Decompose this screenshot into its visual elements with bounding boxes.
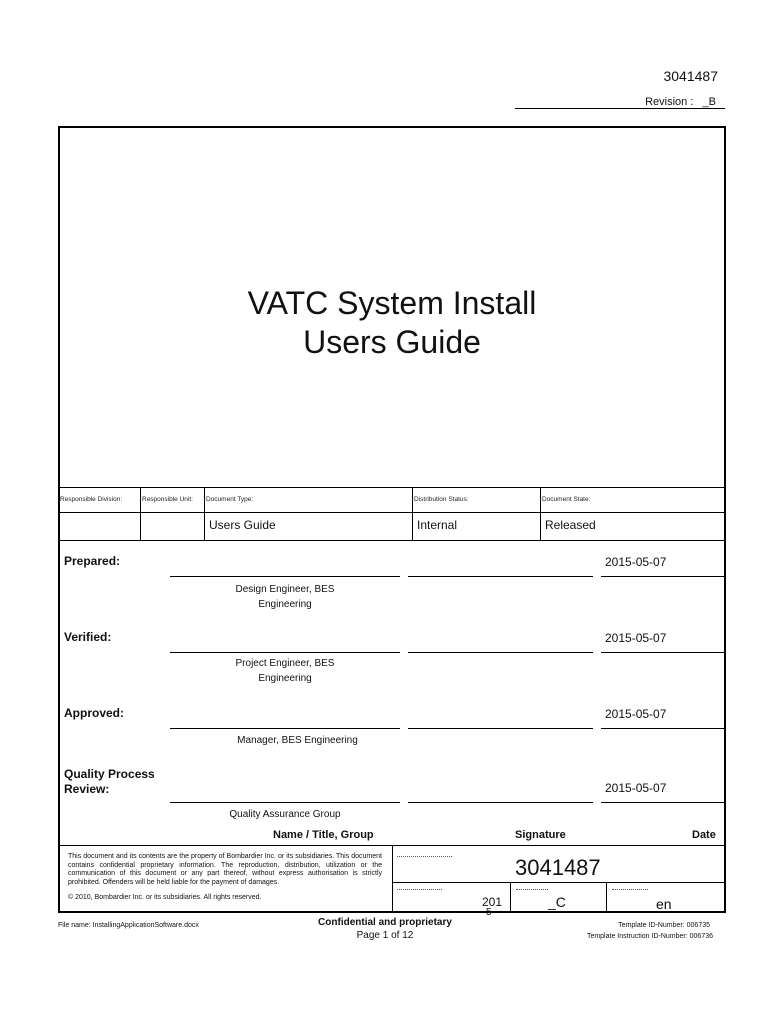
quality-review-label-line2: Review: xyxy=(64,782,110,796)
id-block-divider-2 xyxy=(606,882,607,913)
classification-divider-2 xyxy=(204,487,205,540)
approved-date: 2015-05-07 xyxy=(605,707,667,721)
revision-underline xyxy=(515,108,725,109)
revision-value: _B xyxy=(702,96,716,108)
prepared-name-line xyxy=(170,576,400,577)
prepared-date-line xyxy=(601,576,726,577)
prepared-signature-line xyxy=(408,576,593,577)
language-caption-mark xyxy=(612,889,648,890)
quality-review-signature-line xyxy=(408,802,593,803)
approved-signature-line xyxy=(408,728,593,729)
classification-mid-border xyxy=(58,512,726,513)
verified-role-line2: Engineering xyxy=(258,673,312,684)
document-type-value: Users Guide xyxy=(209,518,276,532)
info-block-divider xyxy=(392,845,393,913)
revision-label: Revision : xyxy=(645,96,694,108)
verified-name-line xyxy=(170,652,400,653)
prepared-label: Prepared: xyxy=(64,554,121,568)
verified-date-line xyxy=(601,652,726,653)
document-number-caption-mark xyxy=(397,856,452,857)
id-block-divider-1 xyxy=(510,882,511,913)
confidential-label: Confidential and proprietary xyxy=(318,917,452,928)
prepared-date: 2015-05-07 xyxy=(605,555,667,569)
verified-role-line1: Project Engineer, BES xyxy=(235,658,335,669)
document-title-line1: VATC System Install xyxy=(247,285,537,321)
confidentiality-notice: This document and its contents are the property of Bombardier Inc. or its subsidiaries. This document contains confidential proprietary information. The reproduction, distribution, utilization or the communication of this document or any part thereof, without express authorisation is strictly prohibited. Offenders will be held liable for the payment of damages. xyxy=(68,853,382,886)
prepared-role-line2: Engineering xyxy=(258,599,312,610)
copyright-notice: © 2010, Bombardier Inc. or its subsidiaries. All rights reserved. xyxy=(68,894,262,901)
approved-name-line xyxy=(170,728,400,729)
classification-top-border xyxy=(58,487,726,488)
quality-review-date-line xyxy=(601,802,726,803)
distribution-status-value: Internal xyxy=(417,518,458,532)
verified-signature-line xyxy=(408,652,593,653)
id-block-mid-border xyxy=(392,882,726,883)
signature-heading: Signature xyxy=(515,829,566,841)
document-state-label: Document State: xyxy=(542,496,591,503)
classification-bottom-border xyxy=(58,540,726,541)
quality-review-date: 2015-05-07 xyxy=(605,781,667,795)
revision-header xyxy=(645,96,716,108)
classification-divider-4 xyxy=(540,487,541,540)
distribution-status-label: Distribution Status: xyxy=(414,496,469,503)
quality-review-name-line xyxy=(170,802,400,803)
effective-date-line1: 201 xyxy=(482,895,503,909)
document-number: 3041487 xyxy=(663,68,718,84)
document-title-line2: Users Guide xyxy=(303,324,481,360)
document-state-value: Released xyxy=(545,518,596,532)
page-number: Page 1 of 12 xyxy=(356,930,414,941)
revision-caption-mark xyxy=(516,889,548,890)
verified-label: Verified: xyxy=(64,630,112,644)
quality-review-role: Quality Assurance Group xyxy=(229,809,341,820)
approved-label: Approved: xyxy=(64,706,124,720)
date-heading: Date xyxy=(692,829,716,841)
file-name: File name: InstallingApplicationSoftware.docx xyxy=(58,922,199,929)
id-block-revision: _C xyxy=(548,894,566,910)
quality-review-label-line1: Quality Process xyxy=(64,767,155,781)
quality-review-label xyxy=(64,767,155,797)
verified-role xyxy=(170,656,400,686)
approved-date-line xyxy=(601,728,726,729)
effective-date-caption-mark xyxy=(397,889,442,890)
approved-role: Manager, BES Engineering xyxy=(237,735,358,746)
classification-divider-3 xyxy=(412,487,413,540)
id-block-language: en xyxy=(656,896,672,912)
id-block-document-number: 3041487 xyxy=(515,855,601,880)
prepared-role xyxy=(170,582,400,612)
verified-date: 2015-05-07 xyxy=(605,631,667,645)
classification-divider-1 xyxy=(140,487,141,540)
effective-date-line2: 5 xyxy=(486,907,492,918)
template-instruction-id: Template Instruction ID-Number: 006736 xyxy=(586,933,713,940)
template-id: Template ID-Number: 006735 xyxy=(618,922,710,929)
name-title-group-heading: Name / Title, Group xyxy=(273,829,374,841)
responsible-division-label: Responsible Division: xyxy=(60,496,123,503)
responsible-unit-label: Responsible Unit: xyxy=(142,496,193,503)
effective-date-value xyxy=(482,895,503,918)
document-type-label: Document Type: xyxy=(206,496,254,503)
prepared-role-line1: Design Engineer, BES xyxy=(235,584,335,595)
